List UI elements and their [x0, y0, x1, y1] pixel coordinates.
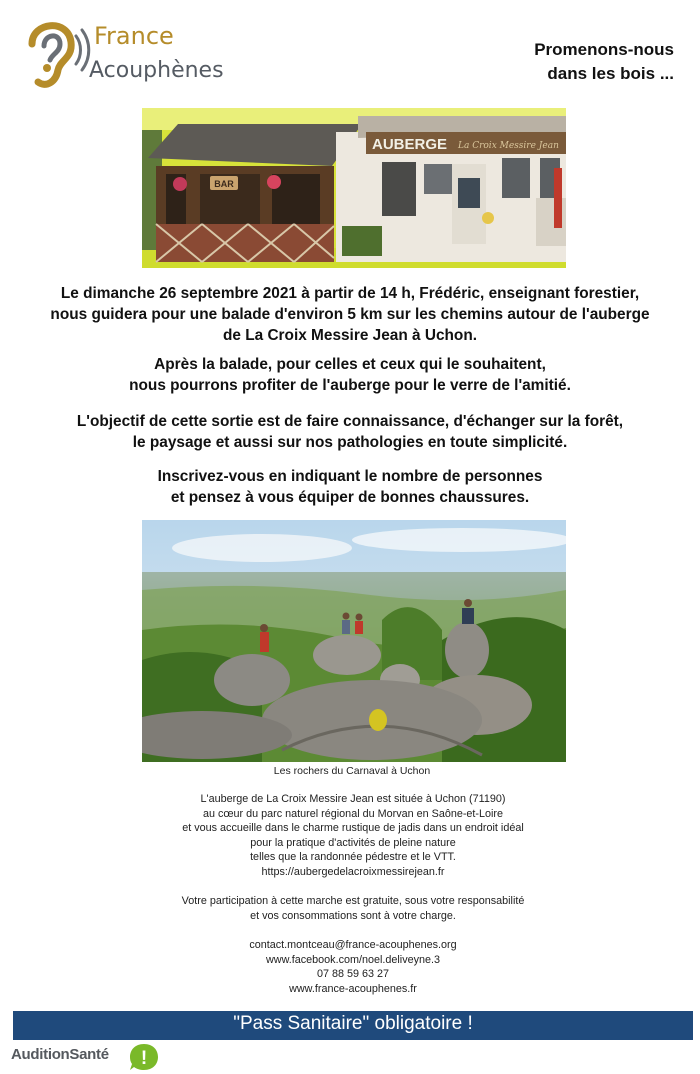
logo-brand-line2: Acouphènes — [89, 58, 224, 83]
after-walk-line: Après la balade, pour celles et ceux qui le souhaitent, — [154, 356, 546, 373]
auberge-sign-sub: La Croix Messire Jean — [458, 141, 559, 151]
photo-caption: Les rochers du Carnaval à Uchon — [273, 765, 431, 777]
participation-line: Votre participation à cette marche est gratuite, sous votre responsabilité — [181, 895, 525, 907]
auberge-sign: AUBERGE — [372, 136, 448, 153]
after-walk-paragraph — [0, 354, 700, 396]
intro-line: nous guidera pour une balade d'environ 5 km sur les chemins autour de l'auberge — [50, 306, 650, 323]
badge-mark: ! — [140, 1048, 148, 1069]
exclamation-badge-icon — [128, 1042, 160, 1072]
phone-number: 07 88 59 63 27 — [316, 968, 390, 980]
objective-paragraph — [0, 411, 700, 453]
headline-line1: Promenons-nous — [534, 40, 674, 59]
after-walk-line: nous pourrons profiter de l'auberge pour le verre de l'amitié. — [129, 377, 571, 394]
auberge-website-link[interactable]: https://aubergedelacroixmessirejean.fr — [261, 865, 445, 878]
info-line: et vous accueille dans le charme rustique de jadis dans un endroit idéal — [182, 822, 524, 834]
auberge-illustration — [142, 108, 566, 268]
intro-line: de La Croix Messire Jean à Uchon. — [222, 327, 478, 344]
pass-sanitaire-text: "Pass Sanitaire" obligatoire ! — [233, 1013, 473, 1034]
info-line: au cœur du parc naturel régional du Morvan en Saône-et-Loire — [202, 807, 504, 820]
signup-line: Inscrivez-vous en indiquant le nombre de personnes — [157, 468, 543, 485]
signup-line: et pensez à vous équiper de bonnes chaussures. — [170, 489, 530, 506]
signup-paragraph — [0, 466, 700, 508]
facebook-link[interactable]: www.facebook.com/noel.deliveyne.3 — [265, 953, 441, 966]
intro-line: Le dimanche 26 septembre 2021 à partir de 14 h, Frédéric, enseignant forestier, — [60, 285, 640, 302]
participation-line: et vos consommations sont à votre charge. — [250, 909, 456, 922]
headline — [534, 38, 674, 86]
landscape-photo — [142, 520, 566, 762]
website-link[interactable]: www.france-acouphenes.fr — [289, 982, 417, 995]
audition-sante-logo-text: AuditionSanté — [11, 1046, 109, 1063]
info-line: L'auberge de La Croix Messire Jean est située à Uchon (71190) — [200, 793, 506, 805]
participation-note — [0, 894, 700, 923]
headline-line2: dans les bois ... — [547, 64, 674, 83]
bar-sign: BAR — [214, 179, 234, 189]
info-line: pour la pratique d'activités de pleine nature — [250, 836, 456, 849]
objective-line: le paysage et aussi sur nos pathologies en toute simplicité. — [132, 434, 568, 451]
contact-email-link[interactable]: contact.montceau@france-acouphenes.org — [249, 939, 457, 951]
auberge-info — [0, 792, 700, 879]
objective-line: L'objectif de cette sortie est de faire connaissance, d'échanger sur la forêt, — [76, 413, 624, 430]
contact-block — [0, 938, 700, 996]
auberge-photo — [142, 108, 566, 268]
info-line: telles que la randonnée pédestre et le VTT. — [250, 851, 456, 863]
logo-brand-line1: France — [94, 22, 174, 50]
intro-paragraph — [0, 283, 700, 346]
rocks-landscape-illustration — [142, 520, 566, 762]
